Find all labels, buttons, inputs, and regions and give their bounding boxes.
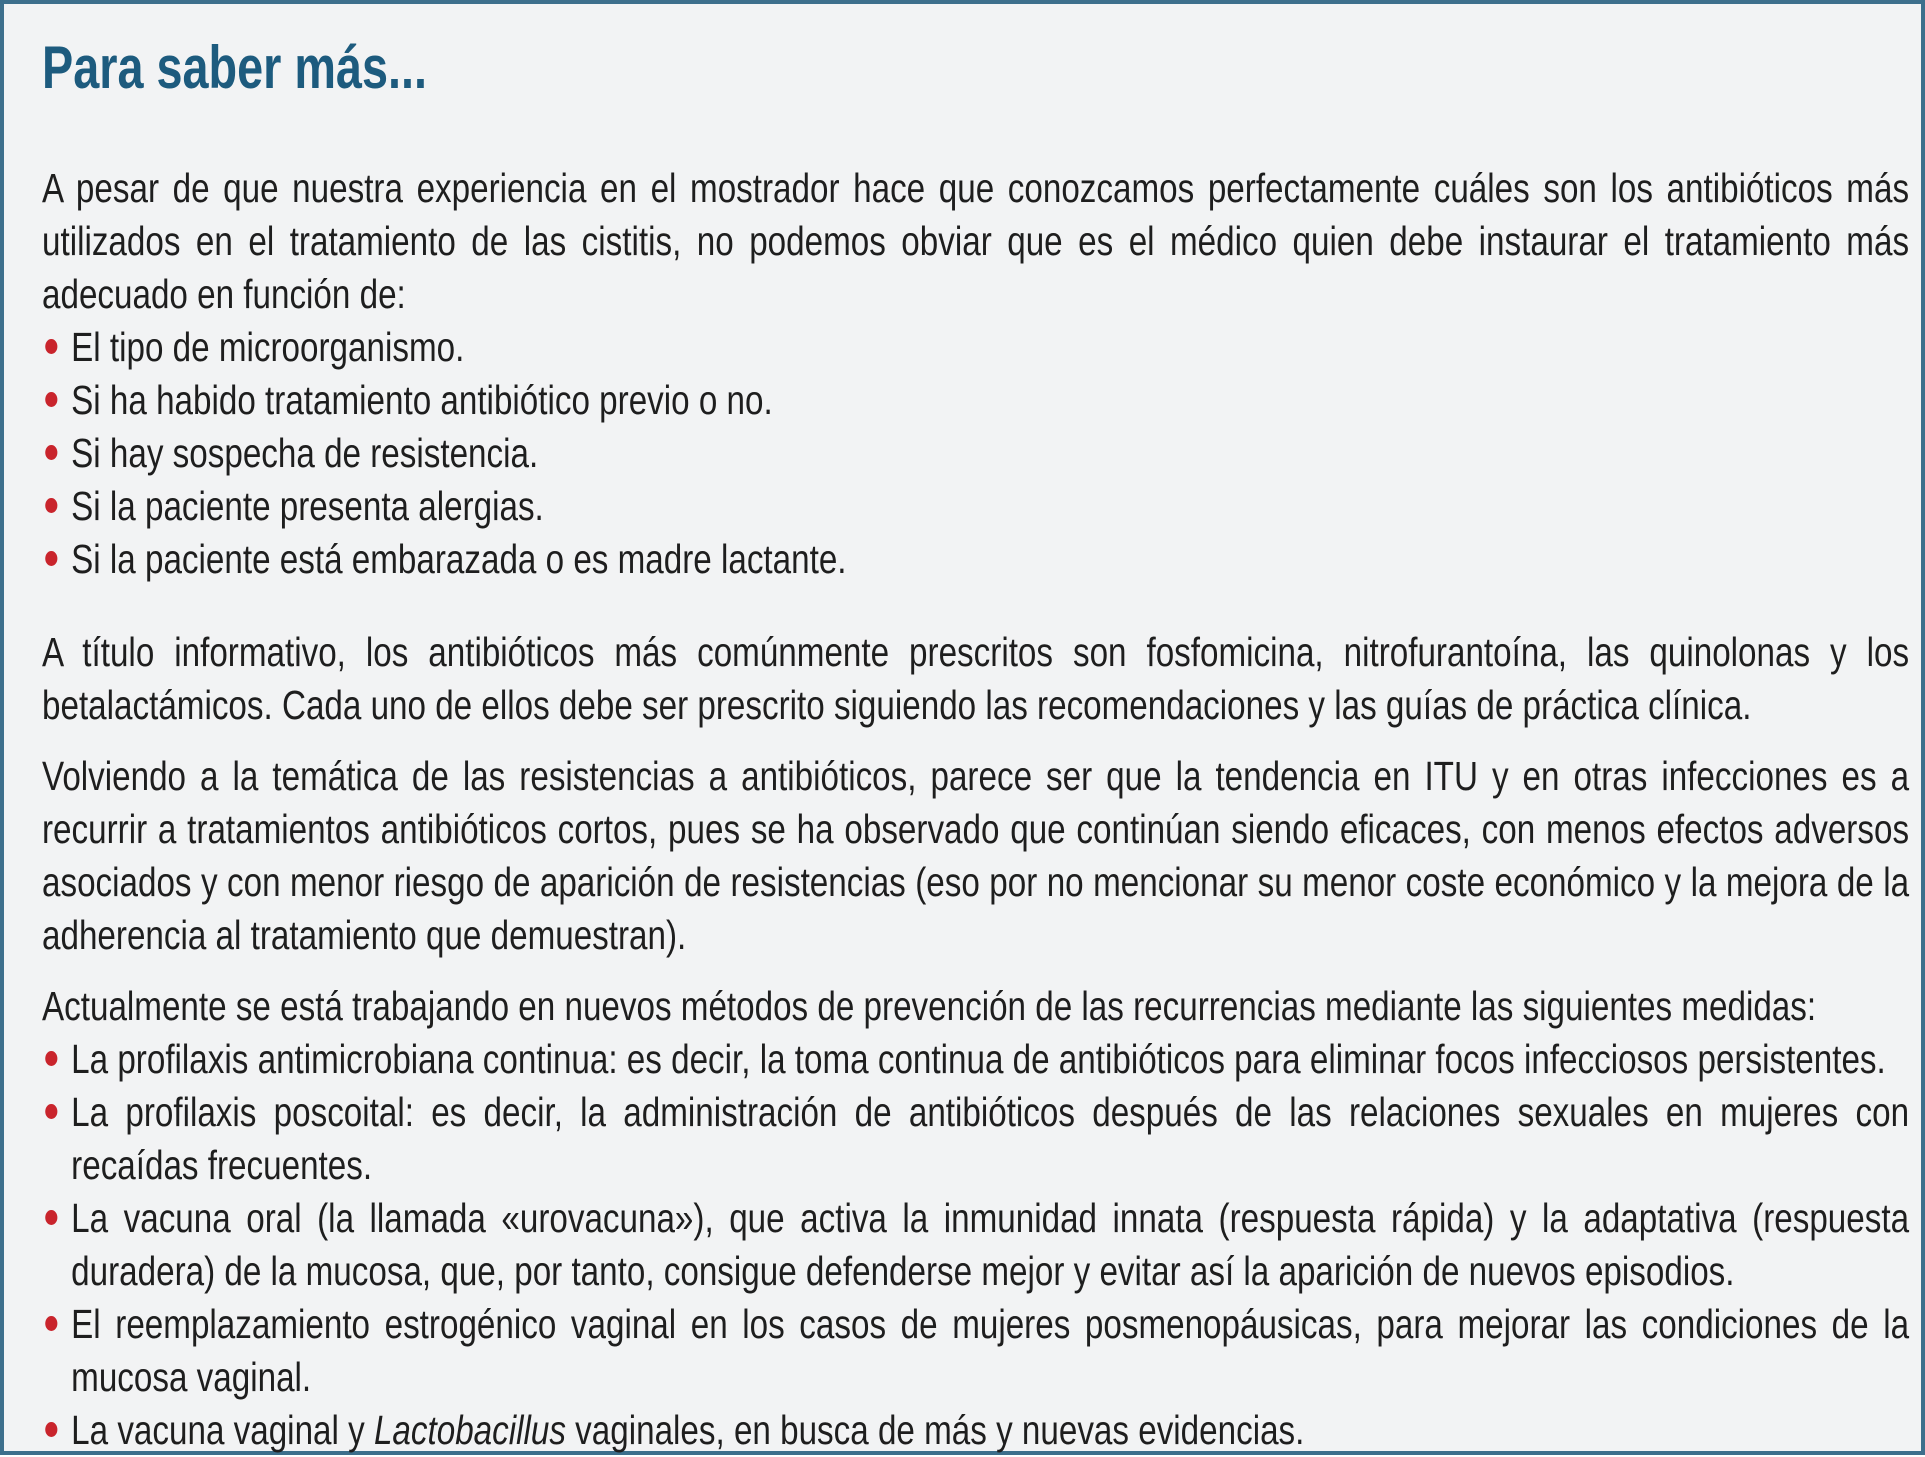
box-content — [42, 162, 1909, 1457]
list-item — [42, 480, 1909, 533]
list-item-text: La vacuna oral (la llamada «urovacuna»), que activa la inmunidad innata (respuesta rápida) y la adaptativa (respuesta duradera) de la mucosa, que, por tanto, consigue defenderse mejor y evitar así la aparición de nuevos episodios. — [71, 1195, 1910, 1294]
list-item — [42, 1298, 1909, 1404]
list-item — [42, 1086, 1909, 1192]
bullet-icon — [45, 1051, 57, 1066]
bullet-icon — [45, 1104, 57, 1119]
list-item-text: Si la paciente está embarazada o es madre lactante. — [71, 536, 847, 582]
list-item-text: Si hay sospecha de resistencia. — [71, 430, 539, 476]
list-item — [42, 374, 1909, 427]
factors-list — [42, 321, 1909, 586]
list-item — [42, 427, 1909, 480]
list-item-text: La profilaxis antimicrobiana continua: es decir, la toma continua de antibióticos para eliminar focos infecciosos persistentes. — [71, 1036, 1886, 1082]
bullet-icon — [45, 1316, 57, 1331]
bullet-icon — [45, 1210, 57, 1225]
last-measure-after: vaginales, en busca de más y nuevas evidencias. — [565, 1407, 1305, 1453]
list-item-text: La profilaxis poscoital: es decir, la administración de antibióticos después de las relaciones sexuales en mujeres con recaídas frecuentes. — [71, 1089, 1910, 1188]
prevention-paragraph: Actualmente se está trabajando en nuevos métodos de prevención de las recurrencias mediante las siguientes medidas: — [42, 983, 1817, 1029]
bullet-icon — [45, 551, 57, 566]
last-measure-italic: Lactobacillus — [373, 1407, 566, 1453]
bullet-icon — [45, 1422, 57, 1437]
intro-paragraph: A pesar de que nuestra experiencia en el mostrador hace que conozcamos perfectamente cuáles son los antibióticos más utilizados en el tratamiento de las cistitis, no podemos obviar que es el médico quien debe instaurar el tratamiento más adecuado en función de: — [42, 165, 1910, 317]
list-item-text: El reemplazamiento estrogénico vaginal en los casos de mujeres posmenopáusicas, para mejorar las condiciones de la mucosa vaginal. — [71, 1301, 1910, 1400]
bullet-icon — [45, 445, 57, 460]
bullet-icon — [45, 339, 57, 354]
list-item — [42, 1033, 1909, 1086]
box-title: Para saber más... — [42, 34, 428, 101]
list-item — [42, 1192, 1909, 1298]
list-item — [42, 321, 1909, 374]
bullet-icon — [45, 392, 57, 407]
last-measure-before: La vacuna vaginal y — [71, 1407, 374, 1453]
list-item-text: El tipo de microorganismo. — [71, 324, 465, 370]
list-item-text: Si ha habido tratamiento antibiótico previo o no. — [71, 377, 773, 423]
list-item — [42, 1404, 1909, 1457]
list-item — [42, 533, 1909, 586]
measures-list — [42, 1033, 1909, 1457]
antibiotics-paragraph: A título informativo, los antibióticos más comúnmente prescritos son fosfomicina, nitrofurantoína, las quinolonas y los betalactámicos. Cada uno de ellos debe ser prescrito siguiendo las recomendaciones y las guías de práctica clínica. — [42, 629, 1910, 728]
resistance-paragraph: Volviendo a la temática de las resistencias a antibióticos, parece ser que la tendencia en ITU y en otras infecciones es a recurrir a tratamientos antibióticos cortos, pues se ha observado que continúan siendo eficaces, con menos efectos adversos asociados y con menor riesgo de aparición de resistencias (eso por no mencionar su menor coste económico y la mejora de la adherencia al tratamiento que demuestran). — [42, 753, 1910, 958]
list-item-text: Si la paciente presenta alergias. — [71, 483, 544, 529]
bullet-icon — [45, 498, 57, 513]
